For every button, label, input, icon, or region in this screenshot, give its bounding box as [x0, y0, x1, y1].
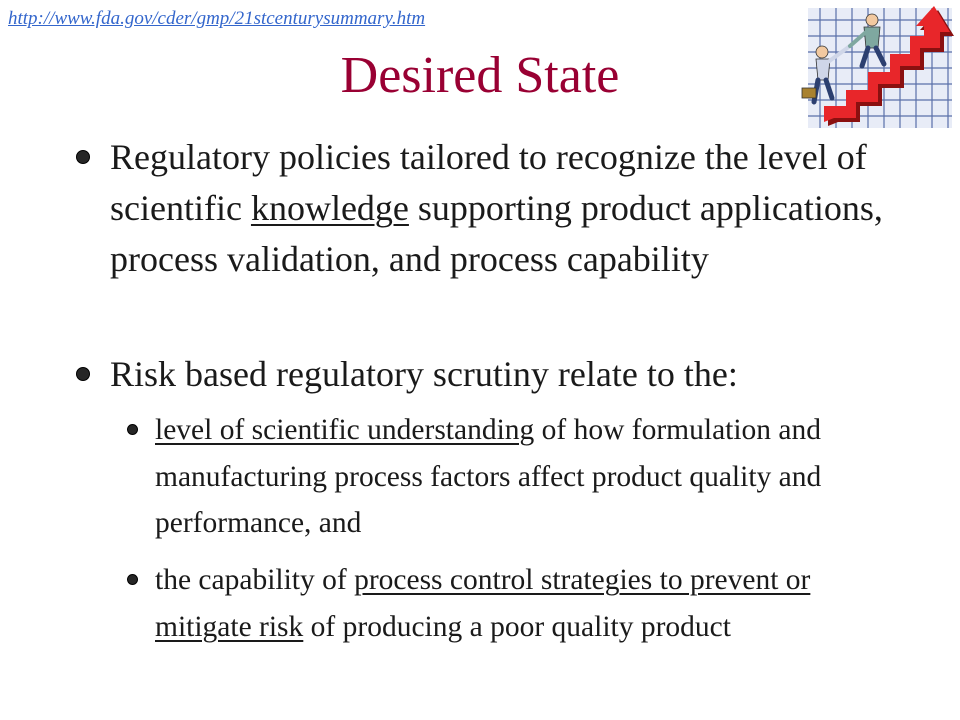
source-url-link[interactable]: http://www.fda.gov/cder/gmp/21stcenturysummary.htm	[8, 8, 426, 29]
subbullet-process-control	[127, 557, 867, 650]
subbullet-text: level of scientific understanding of how formulation and manufacturing process factors affect product quality and performance, and	[155, 414, 822, 539]
bullet-text: Regulatory policies tailored to recognize the level of scientific knowledge supporting product applications, process validation, and process capability	[110, 137, 883, 279]
slide-title: Desired State	[340, 47, 620, 104]
subbullet-scientific-understanding	[127, 407, 867, 547]
subbullet-text: the capability of process control strategies to prevent or mitigate risk of producing a poor quality product	[155, 564, 811, 643]
business-growth-clipart-icon	[788, 2, 956, 132]
bullet-dot-icon	[127, 424, 138, 435]
bullet-dot-icon	[127, 574, 138, 585]
underlined-term: level of scientific understanding	[155, 414, 535, 446]
bullet-text: Risk based regulatory scrutiny relate to the:	[110, 354, 738, 394]
underlined-term: knowledge	[250, 188, 409, 228]
bullet-dot-icon	[76, 150, 90, 164]
bullet-risk-based-scrutiny	[76, 349, 896, 400]
underlined-term: process control strategies to prevent or mitigate risk	[155, 564, 811, 643]
bullet-dot-icon	[76, 367, 90, 381]
bullet-regulatory-policies	[76, 132, 896, 285]
